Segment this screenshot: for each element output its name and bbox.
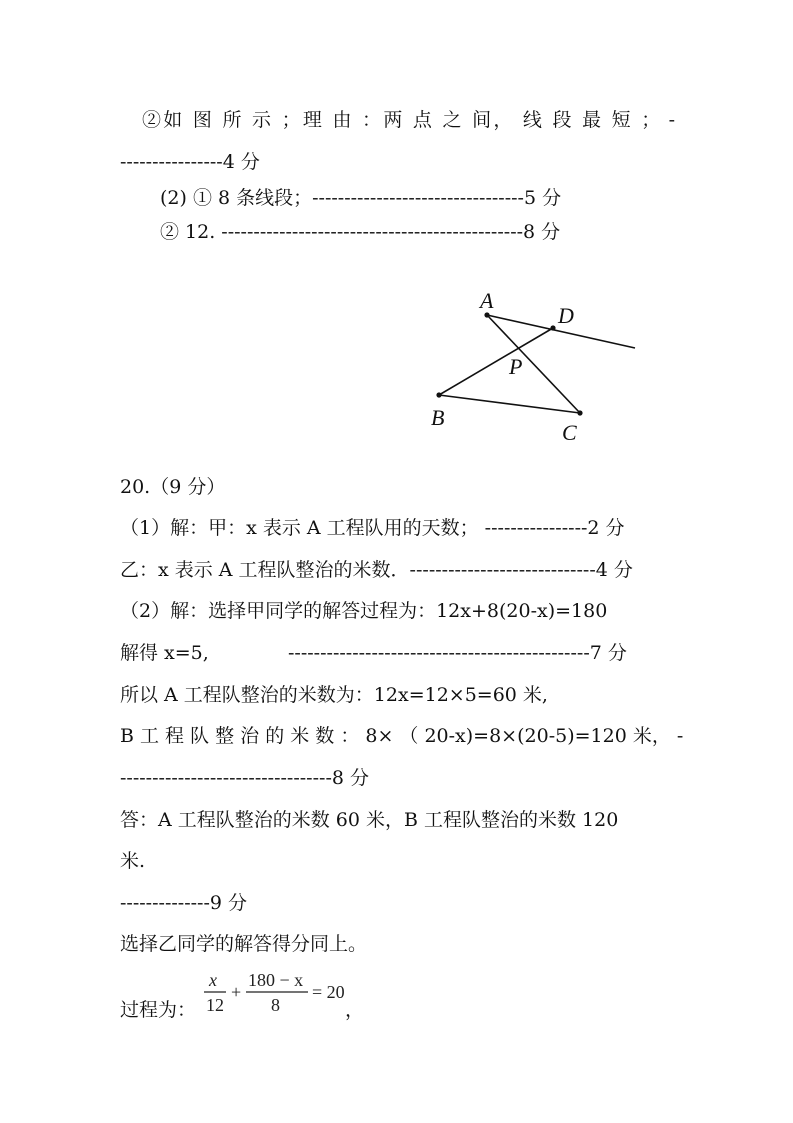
q20-score-7: -----------------------------------------------7 分: [288, 642, 627, 664]
q20-part2-equation: （2）解：选择甲同学的解答过程为：12x+8(20-x)=180: [120, 600, 608, 622]
q20-part1-b: 乙：x 表示 A 工程队整治的米数．-----------------------------4 分: [120, 559, 633, 581]
q20-answer-line: 答：A 工程队整治的米数 60 米，B 工程队整治的米数 120: [120, 809, 619, 831]
q20-score-8: ---------------------------------8 分: [120, 767, 369, 789]
fraction1-denominator: 12: [206, 995, 224, 1015]
fraction2-numerator: 180 − x: [248, 970, 304, 990]
q20-alt-solution: 选择乙同学的解答得分同上。: [120, 933, 368, 955]
geometry-figure: [420, 282, 650, 452]
q20-solve-x: 解得 x=5,: [120, 642, 209, 664]
equals-twenty: = 20: [312, 982, 345, 1002]
q20-score-9: --------------9 分: [120, 892, 248, 914]
plus-sign: +: [231, 982, 242, 1002]
q19-part2-line1: (2) ① 8 条线段；---------------------------------5 分: [160, 187, 562, 209]
q19-answer-line: [142, 108, 675, 132]
q19-score-line: ----------------4 分: [120, 151, 260, 173]
label-c: C: [562, 420, 577, 445]
q20-formula-comma: ，: [345, 999, 365, 1021]
q20-part1-a: （1）解：甲：x 表示 A 工程队用的天数； ----------------2 分: [120, 517, 625, 539]
fraction2-denominator: 8: [271, 995, 280, 1015]
label-d: D: [558, 303, 574, 328]
q20-team-b-result: B 工 程 队 整 治 的 米 数 ： 8× （ 20-x)=8×(20-5)=120 米， -: [120, 725, 684, 747]
label-p: P: [509, 354, 523, 379]
q19-part2-line2: ② 12. -----------------------------------------------8 分: [160, 221, 561, 243]
label-a: A: [480, 288, 494, 313]
point-a: [484, 312, 489, 317]
segment-bd: [439, 328, 553, 395]
point-d: [550, 325, 555, 330]
point-c: [577, 410, 582, 415]
label-b: B: [431, 405, 445, 430]
q20-process-label: 过程为：: [120, 999, 197, 1021]
q20-team-b-line: [120, 724, 684, 748]
q20-header: 20.（9 分）: [120, 476, 226, 498]
segment-bc: [439, 395, 580, 413]
q20-answer-unit: 米.: [120, 850, 146, 872]
point-b: [436, 392, 441, 397]
q19-reason-text: ②如 图 所 示 ；理 由 ：两 点 之 间， 线 段 最 短 ； -: [142, 109, 675, 131]
q20-team-a-result: 所以 A 工程队整治的米数为：12x=12×5=60 米,: [120, 684, 548, 706]
segment-ac: [487, 315, 580, 413]
fraction1-numerator: x: [209, 970, 217, 990]
fraction-equation: [202, 968, 357, 1020]
